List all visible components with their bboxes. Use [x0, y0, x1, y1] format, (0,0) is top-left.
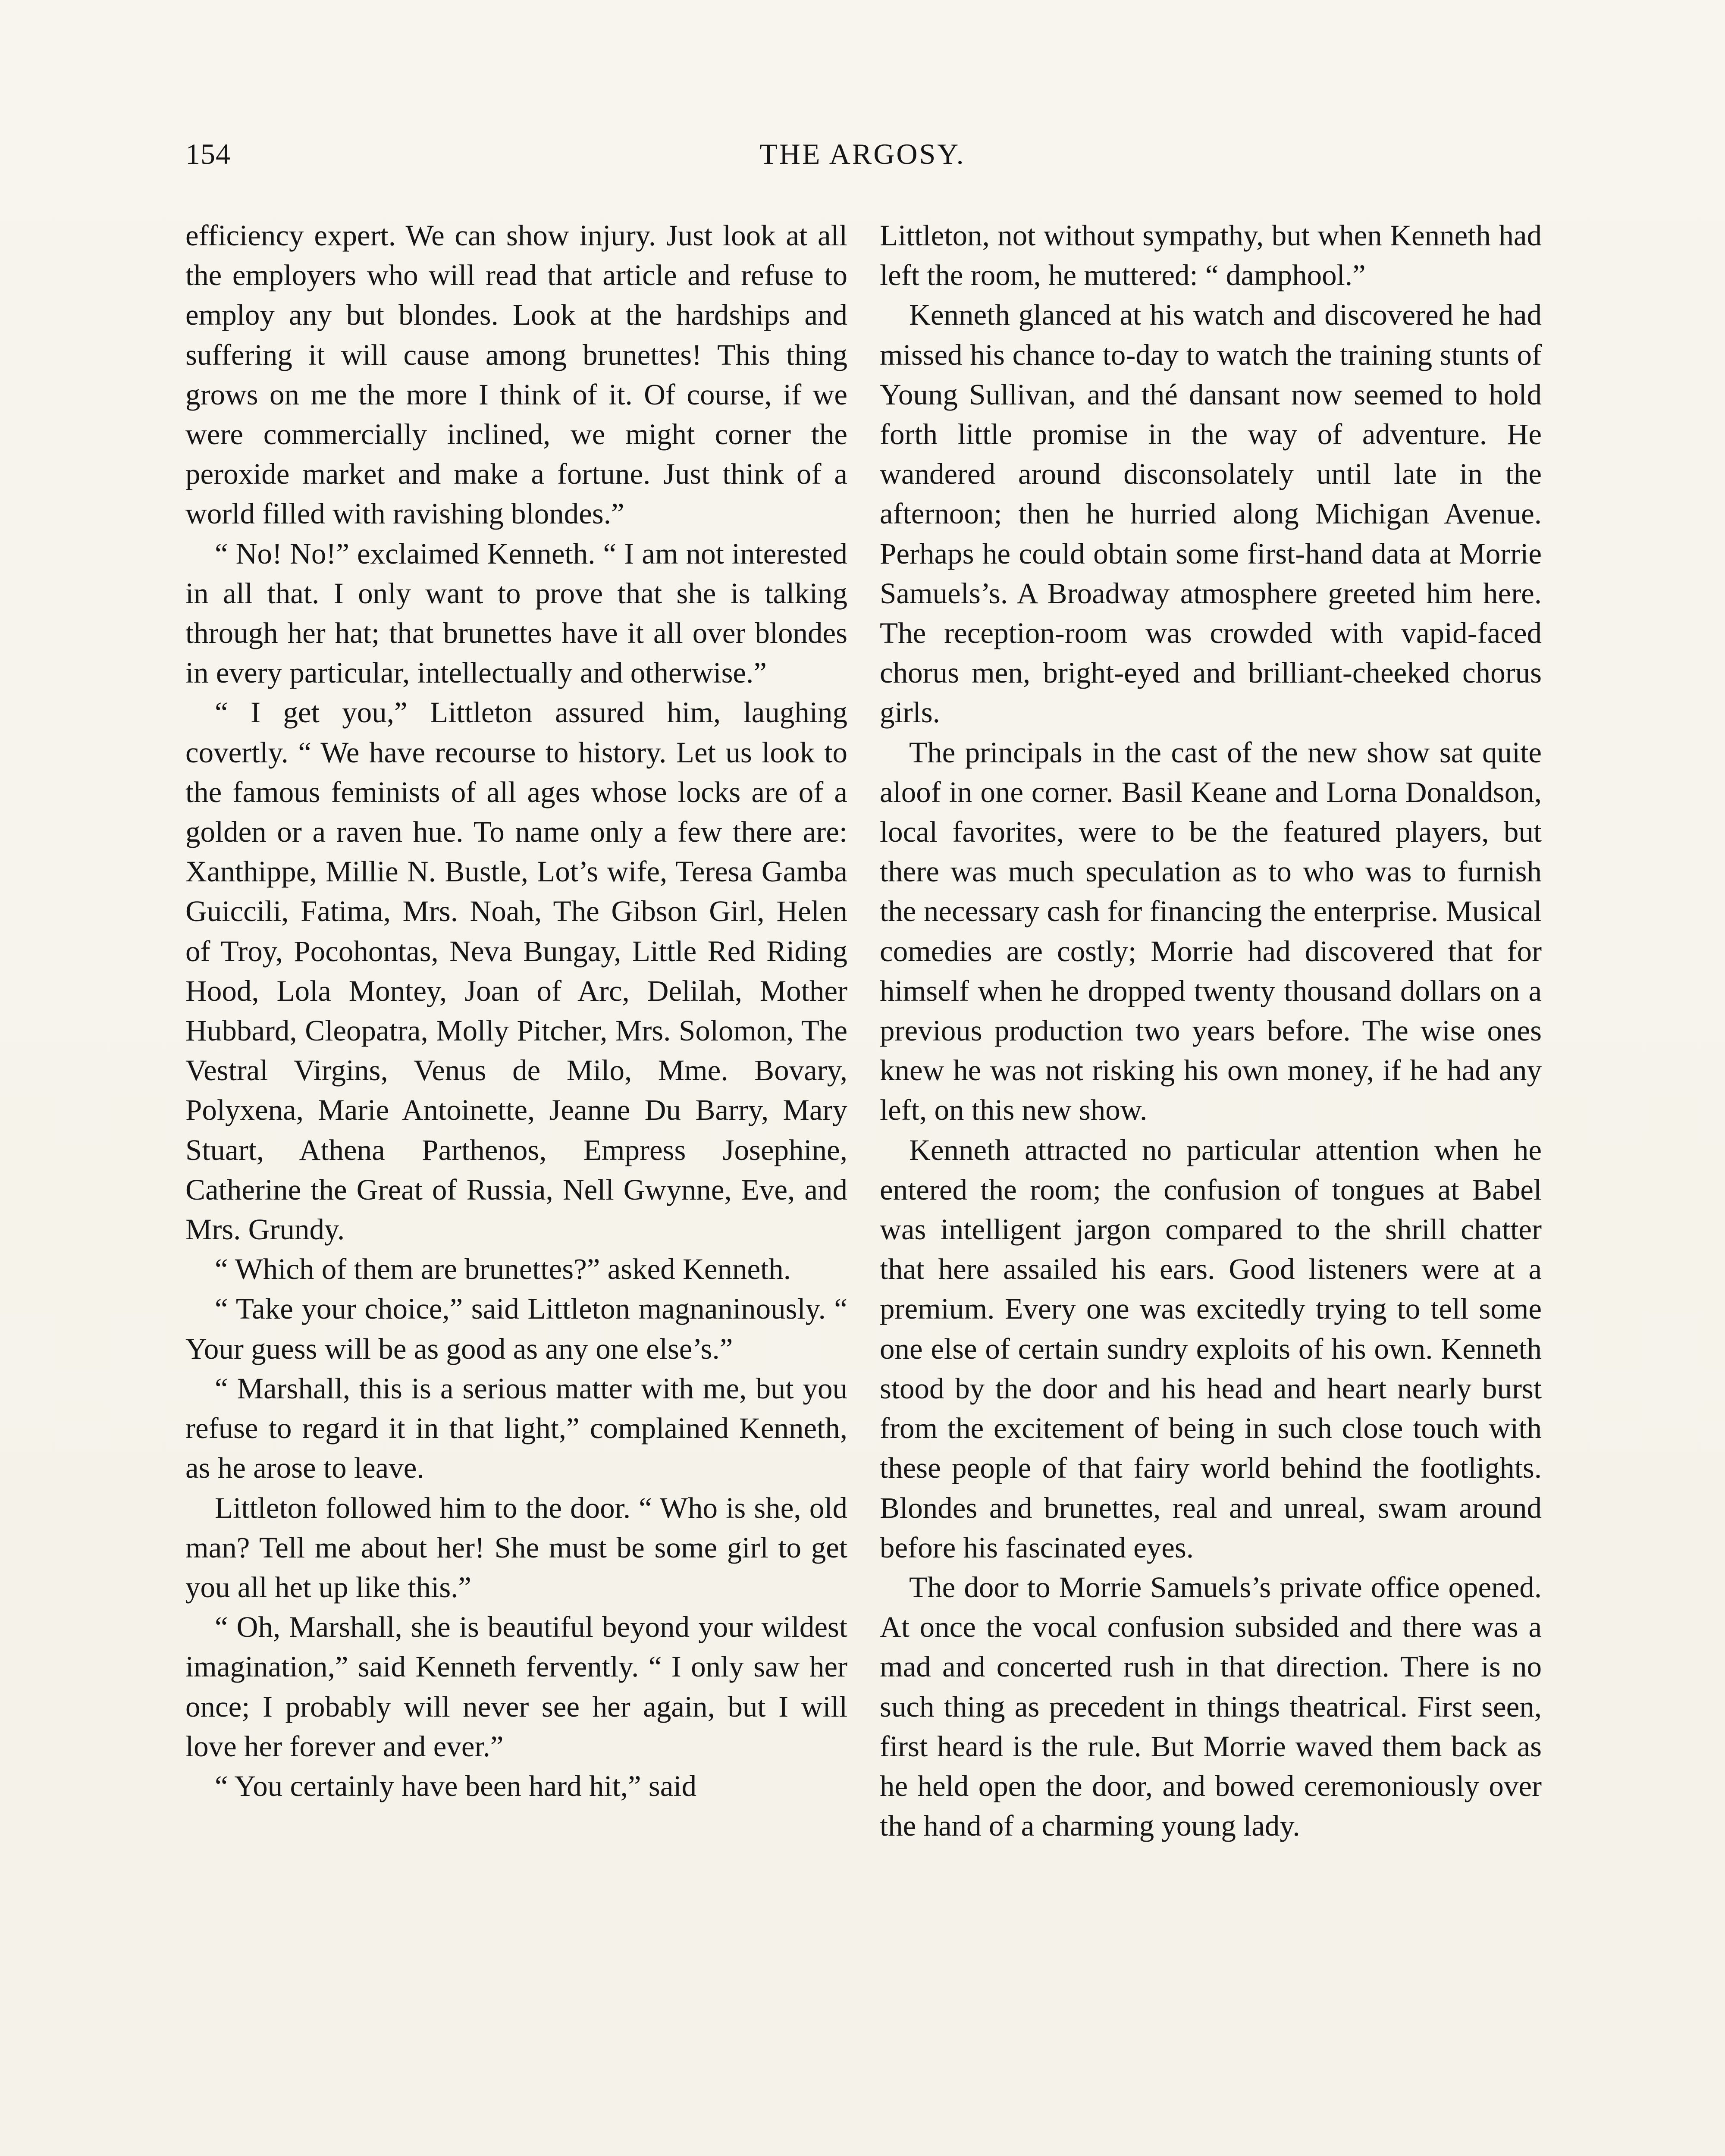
right-paragraph: Kenneth glanced at his watch and discovered he had missed his chance to-day to watch the training stunts of Young Sullivan, and thé dansant now seemed to hold forth little promise in the way of adventure. He wandered around disconsolately until late in the afternoon; then he hurried along Michigan Avenue. Perhaps he could obtain some first-hand data at Morrie Samuels’s. A Broadway atmosphere greeted him here. The reception-room was crowded with vapid-faced chorus men, bright-eyed and brilliant-cheeked chorus girls.	[880, 298, 1542, 729]
right-column	[880, 216, 1542, 1846]
left-paragraph: “ Marshall, this is a serious matter with me, but you refuse to regard it in that light,” complained Kenneth, as he arose to leave.	[185, 1372, 847, 1485]
left-paragraph: “ Oh, Marshall, she is beautiful beyond your wildest imagination,” said Kenneth fervently. “ I only saw her once; I probably will never see her again, but I will love her forever and ever.”	[185, 1611, 847, 1763]
right-paragraph: Littleton, not without sympathy, but when Kenneth had left the room, he muttered: “ damphool.”	[880, 219, 1542, 292]
page-number: 154	[185, 138, 231, 170]
right-paragraph: Kenneth attracted no particular attention when he entered the room; the confusion of tongues at Babel was intelligent jargon compared to the shrill chatter that here assailed his ears. Good listeners were at a premium. Every one was excitedly trying to tell some one else of certain sundry exploits of his own. Kenneth stood by the door and his head and heart nearly burst from the excitement of being in such close touch with these people of that fairy world behind the footlights. Blondes and brunettes, real and unreal, swam around before his fascinated eyes.	[880, 1133, 1542, 1564]
left-paragraph: “ Take your choice,” said Littleton magnaninously. “ Your guess will be as good as any one else’s.”	[185, 1292, 847, 1365]
left-paragraph: Littleton followed him to the door. “ Who is she, old man? Tell me about her! She must be some girl to get you all het up like this.”	[185, 1491, 847, 1604]
publication-title: THE ARGOSY.	[759, 138, 966, 170]
running-head	[185, 137, 1540, 185]
left-paragraph: “ You certainly have been hard hit,” said	[215, 1769, 697, 1802]
left-paragraph: efficiency expert. We can show injury. Just look at all the employers who will read that article and refuse to employ any but blondes. Look at the hardships and suffering it will cause among brunettes! This thing grows on me the more I think of it. Of course, if we were commercially inclined, we might corner the peroxide market and make a fortune. Just think of a world filled with ravishing blondes.”	[185, 219, 847, 530]
left-column	[185, 216, 847, 1806]
left-paragraph: “ Which of them are brunettes?” asked Kenneth.	[215, 1253, 791, 1286]
left-paragraph: “ No! No!” exclaimed Kenneth. “ I am not interested in all that. I only want to prove that she is talking through her hat; that brunettes have it all over blondes in every particular, intellectually and otherwise.”	[185, 537, 847, 689]
right-paragraph: The principals in the cast of the new show sat quite aloof in one corner. Basil Keane and Lorna Donaldson, local favorites, were to be the featured players, but there was much speculation as to who was to furnish the necessary cash for financing the enterprise. Musical comedies are costly; Morrie had discovered that for himself when he dropped twenty thousand dollars on a previous production two years before. The wise ones knew he was not risking his own money, if he had any left, on this new show.	[880, 736, 1542, 1127]
right-paragraph: The door to Morrie Samuels’s private office opened. At once the vocal confusion subsided and there was a mad and concerted rush in that direction. There is no such thing as precedent in things theatrical. First seen, first heard is the rule. But Morrie waved them back as he held open the door, and bowed ceremoniously over the hand of a charming young lady.	[880, 1570, 1542, 1843]
left-paragraph: “ I get you,” Littleton assured him, laughing covertly. “ We have recourse to history. Let us look to the famous feminists of all ages whose locks are of a golden or a raven hue. To name only a few there are: Xanthippe, Millie N. Bustle, Lot’s wife, Teresa Gamba Guiccili, Fatima, Mrs. Noah, The Gibson Girl, Helen of Troy, Pocohontas, Neva Bungay, Little Red Riding Hood, Lola Montey, Joan of Arc, Delilah, Mother Hubbard, Cleopatra, Molly Pitcher, Mrs. Solomon, The Vestral Virgins, Venus de Milo, Mme. Bovary, Polyxena, Marie Antoinette, Jeanne Du Barry, Mary Stuart, Athena Parthenos, Empress Josephine, Catherine the Great of Russia, Nell Gwynne, Eve, and Mrs. Grundy.	[185, 696, 847, 1246]
